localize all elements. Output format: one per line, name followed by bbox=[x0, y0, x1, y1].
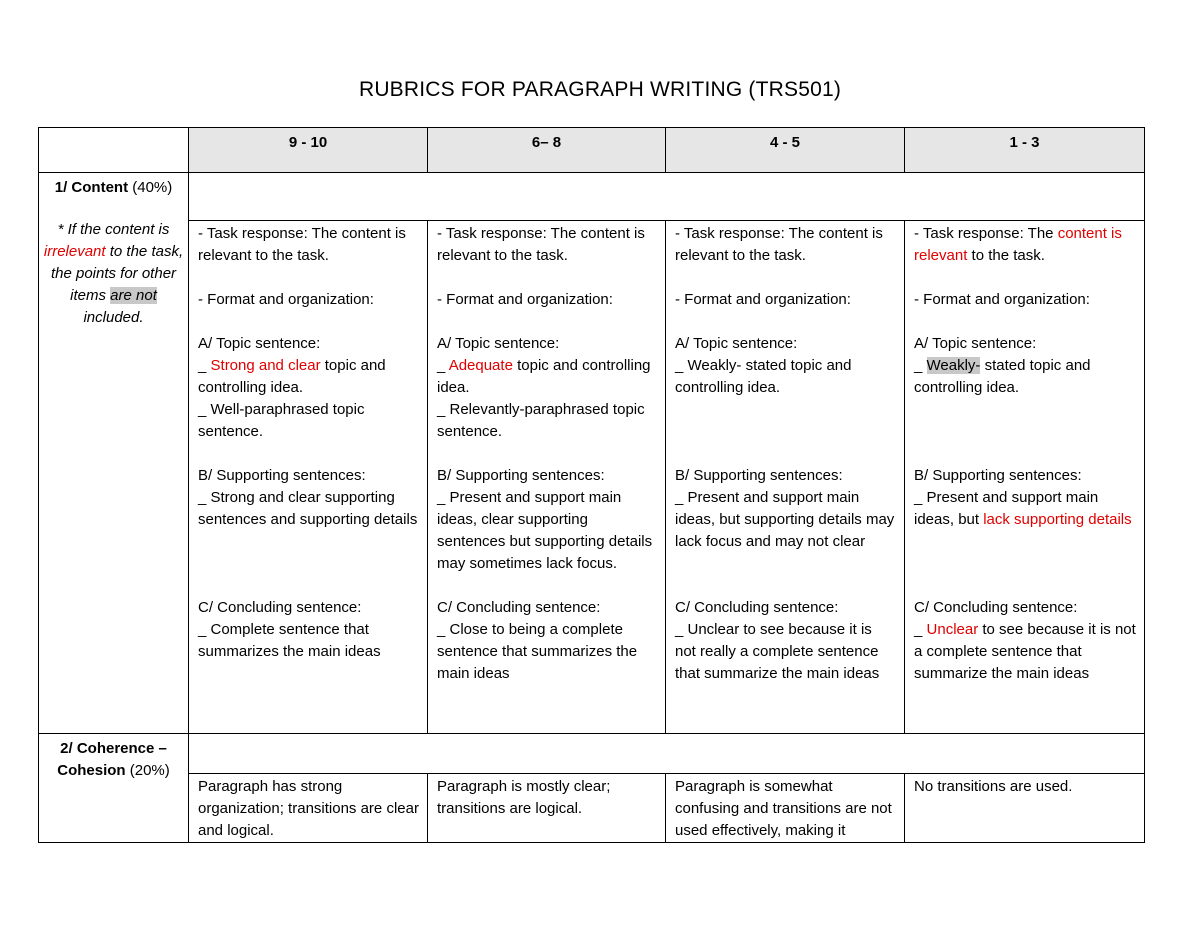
coherence-descriptor-row bbox=[39, 774, 1145, 843]
content-cell-6-8: - Task response: The content is relevant to the task. - Format and organization: A/ Topic sentence: _ Adequate topic and controlling idea. _ Relevantly-paraphrased topic sentence. B/ Supporting sentences: _ Present and support main ideas, clear supporting sentences but supporting details may sometimes lack focus. C/ Concluding sentence: _ Close to being a complete sentence that summarizes the main ideas bbox=[428, 221, 666, 734]
content-spacer-cell bbox=[189, 173, 1145, 221]
rubric-table bbox=[38, 127, 1145, 843]
coherence-label-row bbox=[39, 734, 1145, 774]
note-are-not: are not bbox=[110, 287, 157, 304]
band-header-6-8: 6– 8 bbox=[428, 128, 666, 173]
coherence-weight: (20%) bbox=[129, 762, 170, 779]
content-cell-9-10: - Task response: The content is relevant to the task. - Format and organization: A/ Topic sentence: _ Strong and clear topic and controlling idea. _ Well-paraphrased topic sentence. B/ Supporting sentences: _ Strong and clear supporting sentences and supporting details C/ Concluding sentence: _ Complete sentence that summarizes the main ideas bbox=[189, 221, 428, 734]
coherence-cell-1-3: No transitions are used. bbox=[905, 774, 1145, 843]
header-empty-cell bbox=[39, 128, 189, 173]
coherence-spacer-cell bbox=[189, 734, 1145, 774]
band-header-9-10: 9 - 10 bbox=[189, 128, 428, 173]
content-note: * If the content is irrelevant to the task, the points for other items are not included. bbox=[43, 221, 184, 326]
coherence-cell-9-10: Paragraph has strong organization; transitions are clear and logical. bbox=[189, 774, 428, 843]
content-cell-4-5: - Task response: The content is relevant to the task. - Format and organization: A/ Topic sentence: _ Weakly- stated topic and controlling idea. B/ Supporting sentences: _ Present and support main ideas, but supporting details may lack focus and may not clear C/ Concluding sentence: _ Unclear to see because it is not really a complete sentence that summarize the main ideas bbox=[666, 221, 905, 734]
coherence-criterion-cell bbox=[39, 734, 189, 843]
content-label: 1/ Content bbox=[54, 179, 129, 196]
band-header-1-3: 1 - 3 bbox=[905, 128, 1145, 173]
content-label-row bbox=[39, 173, 1145, 221]
content-criterion-cell bbox=[39, 173, 189, 734]
coherence-cell-4-5: Paragraph is somewhat confusing and transitions are not used effectively, making it bbox=[666, 774, 905, 843]
band-header-4-5: 4 - 5 bbox=[666, 128, 905, 173]
coherence-cell-6-8: Paragraph is mostly clear; transitions are logical. bbox=[428, 774, 666, 843]
coherence-label: 2/ Coherence – Cohesion bbox=[57, 740, 167, 779]
document-title: RUBRICS FOR PARAGRAPH WRITING (TRS501) bbox=[358, 78, 842, 101]
content-descriptor-row bbox=[39, 221, 1145, 734]
header-row bbox=[39, 128, 1145, 173]
content-cell-1-3: - Task response: The content is relevant to the task. - Format and organization: A/ Topic sentence: _ Weakly- stated topic and controlling idea. B/ Supporting sentences: _ Present and support main ideas, but lack supporting details C/ Concluding sentence: _ Unclear to see because it is not a complete sentence that summarize the main ideas bbox=[905, 221, 1145, 734]
note-irrelevant: irrelevant bbox=[43, 243, 106, 260]
content-weight: (40%) bbox=[132, 179, 173, 196]
